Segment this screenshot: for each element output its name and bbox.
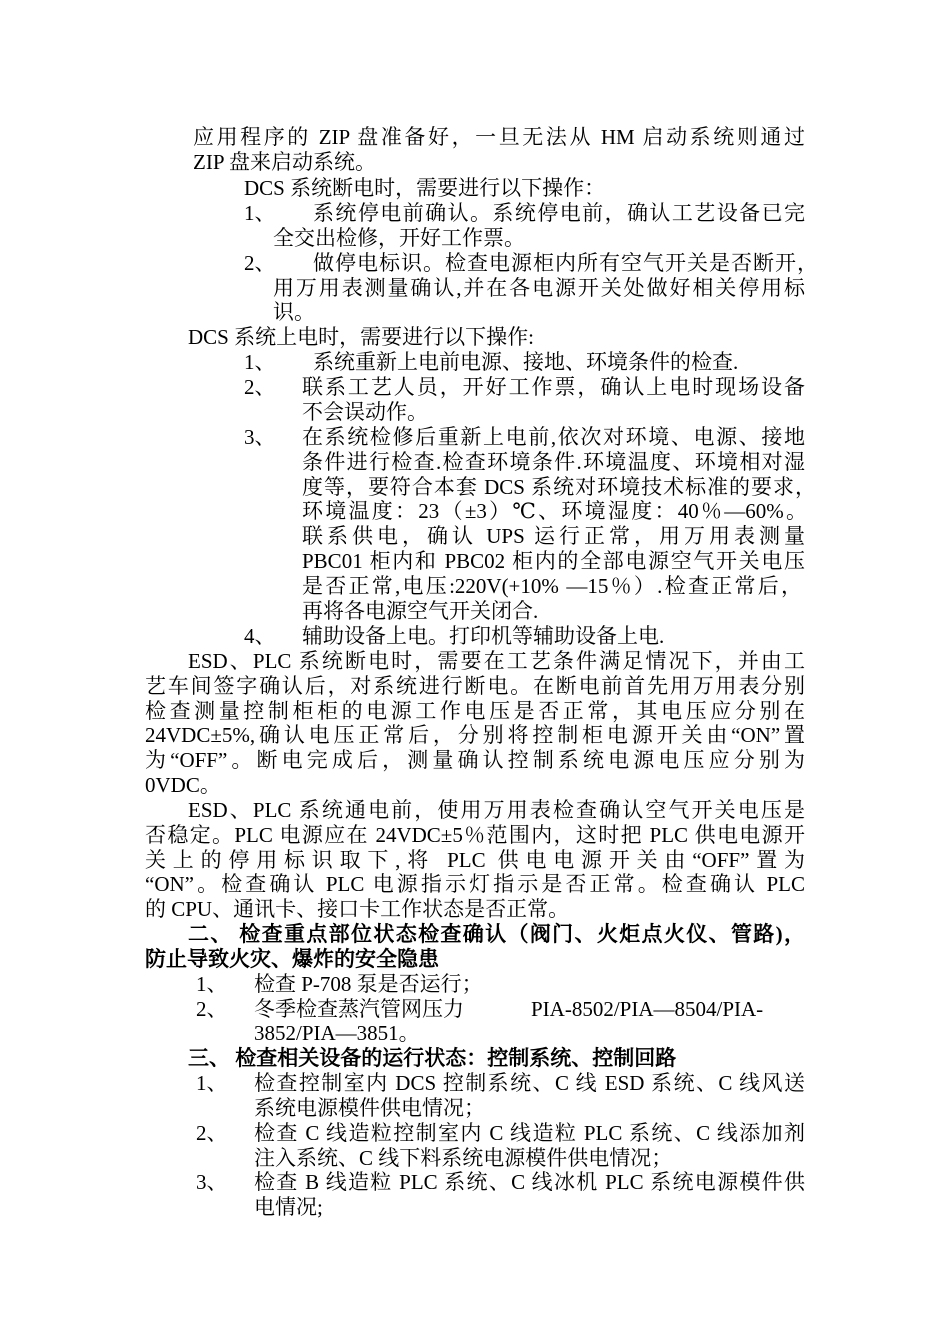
list-number: 2、 xyxy=(196,1121,228,1145)
list-item-text: 再将各电源空气开关闭合. xyxy=(302,599,539,623)
list-item-text: 条件进行检查.检查环境条件.环境温度、环境相对湿 xyxy=(302,450,805,474)
paragraph-line: 检查测量控制柜柜的电源工作电压是否正常，其电压应分别在 xyxy=(145,699,805,723)
list-number: 2、 xyxy=(244,375,276,399)
list-item-text: 做停电标识。检查电源柜内所有空气开关是否断开， xyxy=(313,251,818,275)
section-2-title: 二、 检查重点部位状态检查确认（阀门、火炬点火仪、管路)， xyxy=(188,922,805,946)
list-item-text: 3852/PIA—3851。 xyxy=(254,1021,420,1045)
list-item-text: 注入系统、C 线下料系统电源模件供电情况； xyxy=(254,1146,673,1170)
dcs-off-heading: DCS 系统断电时，需要进行以下操作： xyxy=(244,176,606,200)
paragraph-line: 为“OFF”。断电完成后，测量确认控制系统电源电压应分别为 xyxy=(145,748,805,772)
intro-line: ZIP 盘来启动系统。 xyxy=(193,150,376,174)
list-item-text: 检查 P-708 泵是否运行； xyxy=(254,972,483,996)
list-item-text: 电情况; xyxy=(254,1195,323,1219)
section-2-title: 防止导致火灾、爆炸的安全隐患 xyxy=(145,947,439,971)
list-item-text: 辅助设备上电。打印机等辅助设备上电. xyxy=(302,624,665,648)
list-item-text: 全交出检修，开好工作票。 xyxy=(273,226,525,250)
paragraph-line: ESD、PLC 系统通电前，使用万用表检查确认空气开关电压是 xyxy=(188,798,805,822)
section-3-title: 三、 检查相关设备的运行状态：控制系统、控制回路 xyxy=(188,1046,677,1070)
paragraph-line: 否稳定。PLC 电源应在 24VDC±5％范围内，这时把 PLC 供电电源开 xyxy=(145,823,805,847)
list-item-text: 是否正常,电压:220V(+10% —15％）.检查正常后， xyxy=(302,574,802,598)
list-number: 2、 xyxy=(244,251,276,275)
paragraph-line: ESD、PLC 系统断电时，需要在工艺条件满足情况下，并由工 xyxy=(188,649,805,673)
list-item-text: 冬季检查蒸汽管网压力 xyxy=(254,997,464,1021)
list-number: 1、 xyxy=(244,350,276,374)
list-number: 4、 xyxy=(244,624,276,648)
list-number: 1、 xyxy=(196,1071,228,1095)
list-number: 1、 xyxy=(196,972,228,996)
paragraph-line: “ON”。检查确认 PLC 电源指示灯指示是否正常。检查确认 PLC xyxy=(145,872,805,896)
paragraph-line: 0VDC。 xyxy=(145,773,221,797)
paragraph-line: 艺车间签字确认后，对系统进行断电。在断电前首先用万用表分别 xyxy=(145,674,805,698)
list-item-text: 检查 C 线造粒控制室内 C 线造粒 PLC 系统、C 线添加剂 xyxy=(254,1121,805,1145)
list-item-text: 检查控制室内 DCS 控制系统、C 线 ESD 系统、C 线风送 xyxy=(254,1071,805,1095)
paragraph-line: 24VDC±5%,确认电压正常后，分别将控制柜电源开关由“ON”置 xyxy=(145,723,805,747)
list-item-text: 环境温度：23（±3）℃、环境湿度：40％—60%。 xyxy=(302,499,807,523)
list-item-text: PIA-8502/PIA—8504/PIA- xyxy=(531,997,764,1021)
list-number: 3、 xyxy=(196,1170,228,1194)
paragraph-line: 的 CPU、通讯卡、接口卡工作状态是否正常。 xyxy=(145,897,570,921)
list-item-text: 检查 B 线造粒 PLC 系统、C 线冰机 PLC 系统电源模件供 xyxy=(254,1170,805,1194)
list-item-text: PBC01 柜内和 PBC02 柜内的全部电源空气开关电压 xyxy=(302,549,805,573)
list-item-text: 度等，要符合本套 DCS 系统对环境技术标准的要求， xyxy=(302,475,816,499)
list-item-text: 用万用表测量确认,并在各电源开关处做好相关停用标 xyxy=(273,276,805,300)
list-number: 1、 xyxy=(244,201,276,225)
list-item-text: 系统重新上电前电源、接地、环境条件的检查. xyxy=(313,350,739,374)
list-item-text: 不会误动作。 xyxy=(302,400,428,424)
list-item-text: 识。 xyxy=(273,300,315,324)
list-item-text: 系统停电前确认。系统停电前，确认工艺设备已完 xyxy=(313,201,805,225)
dcs-on-heading: DCS 系统上电时，需要进行以下操作: xyxy=(188,325,534,349)
list-item-text: 在系统检修后重新上电前,依次对环境、电源、接地 xyxy=(302,425,805,449)
list-item-text: 系统电源模件供电情况； xyxy=(254,1096,485,1120)
paragraph-line: 关上的停用标识取下,将 PLC 供电电源开关由“OFF”置为 xyxy=(145,848,805,872)
list-number: 3、 xyxy=(244,425,276,449)
list-item-text: 联系供电，确认 UPS 运行正常，用万用表测量 xyxy=(302,524,805,548)
list-item-text: 联系工艺人员，开好工作票，确认上电时现场设备 xyxy=(302,375,805,399)
list-number: 2、 xyxy=(196,997,228,1021)
intro-line: 应用程序的 ZIP 盘准备好，一旦无法从 HM 启动系统则通过 xyxy=(193,125,805,149)
